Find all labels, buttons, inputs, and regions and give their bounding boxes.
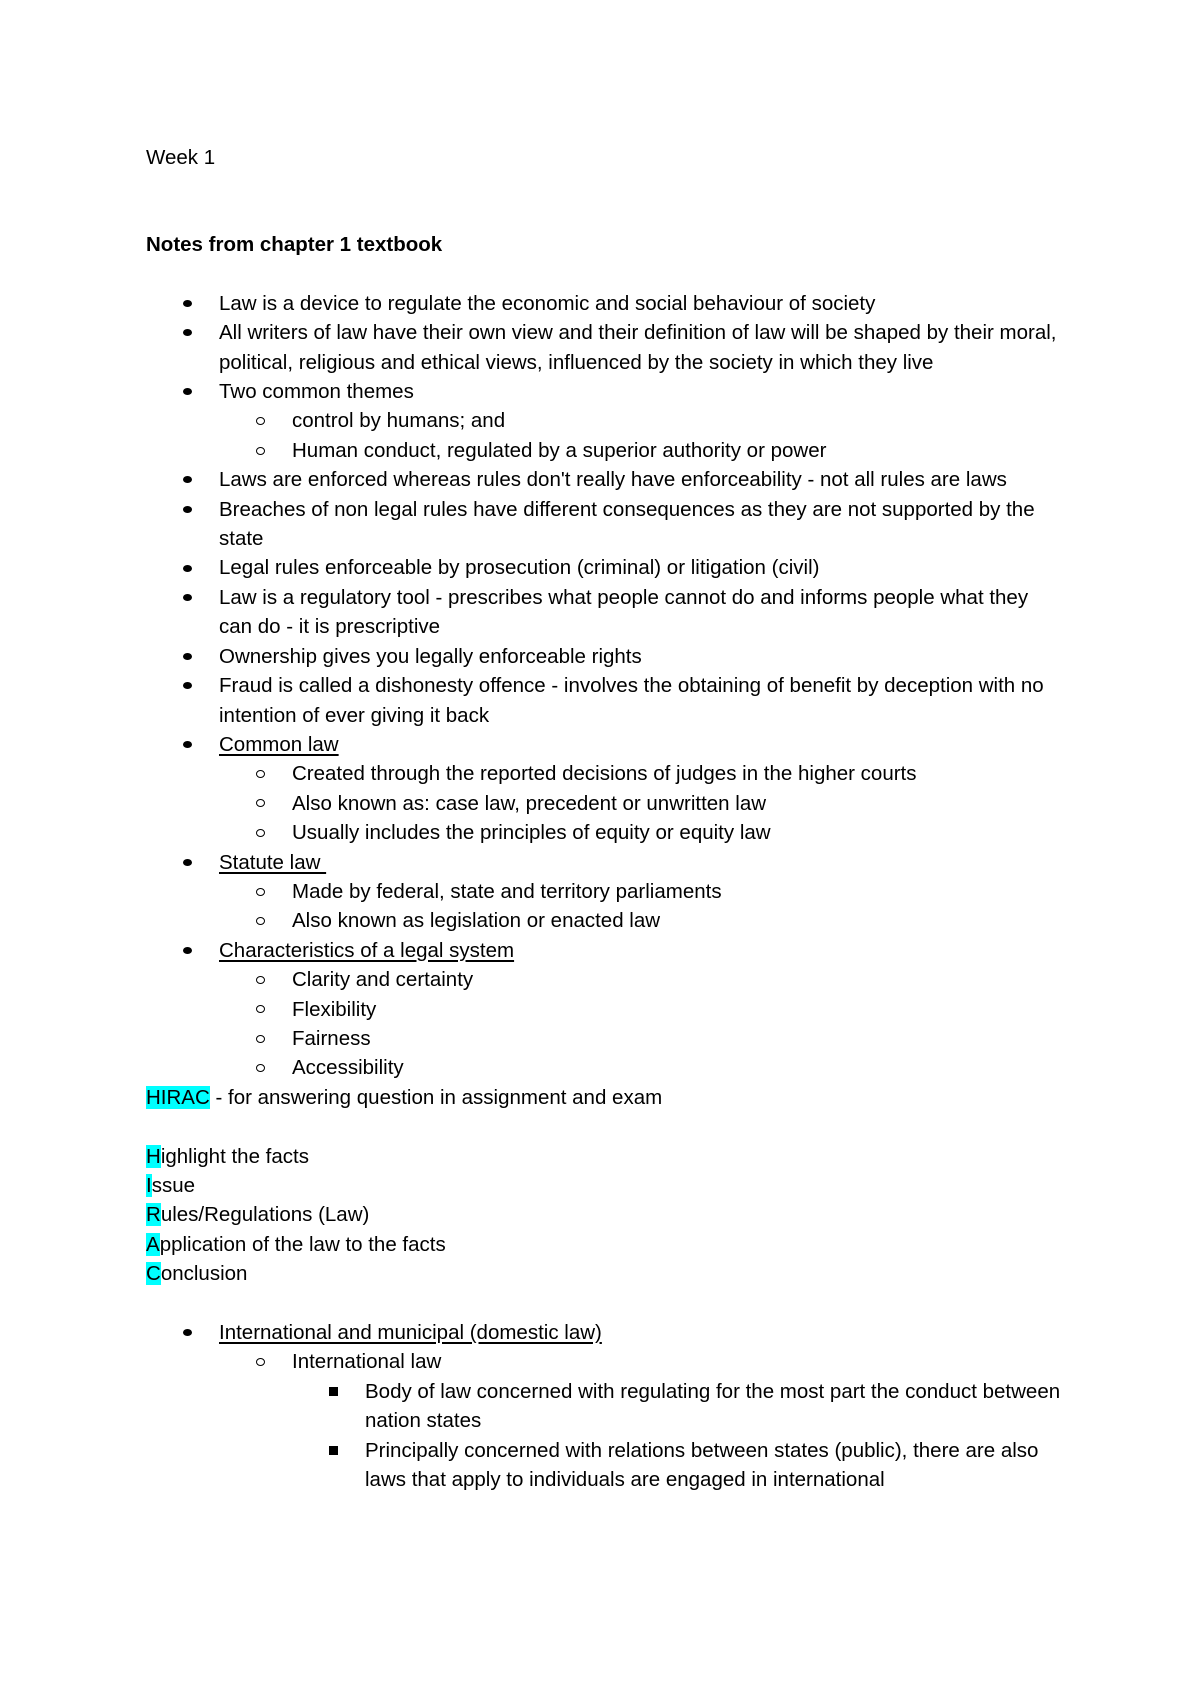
- international-detail-list: [292, 1377, 1066, 1495]
- sublist-item: Created through the reported decisions of judges in the higher courts: [219, 759, 1066, 788]
- bullet-circle-icon: [256, 976, 265, 984]
- week-label: Week 1: [146, 146, 216, 169]
- bullet-square-icon: [329, 1387, 338, 1396]
- sublist-item: International law Body of law concerned with regulating for the most part the conduct between nation states Principally concerned with relations between states (public), there are also laws that apply to individuals are engaged in international: [219, 1347, 1066, 1494]
- international-list: [146, 1318, 1066, 1494]
- bullet-circle-icon: [256, 447, 265, 455]
- hirac-highlight: HIRAC: [146, 1085, 210, 1109]
- characteristics-title: Characteristics of a legal system: [219, 938, 515, 962]
- bullet-dot-icon: [183, 329, 192, 336]
- detail-item: Body of law concerned with regulating for the most part the conduct between nation states: [292, 1377, 1066, 1436]
- bullet-circle-icon: [256, 770, 265, 778]
- bullet-dot-icon: [183, 476, 192, 483]
- hirac-intro: HIRAC - for answering question in assignment and exam: [146, 1085, 663, 1109]
- common-law-title: Common law: [219, 732, 339, 756]
- sublist-item: Accessibility: [219, 1053, 1066, 1082]
- list-item: Breaches of non legal rules have different consequences as they are not supported by the state: [146, 495, 1066, 554]
- characteristics-sublist: [219, 965, 1066, 1083]
- bullet-circle-icon: [256, 888, 265, 896]
- bullet-dot-icon: [183, 300, 192, 307]
- document-content: [146, 143, 1066, 1494]
- bullet-dot-icon: [183, 741, 192, 748]
- bullet-dot-icon: [183, 506, 192, 513]
- bullet-dot-icon: [183, 594, 192, 601]
- bullet-dot-icon: [183, 682, 192, 689]
- hirac-line: Issue: [146, 1173, 196, 1197]
- sublist-item: Also known as legislation or enacted law: [219, 906, 1066, 935]
- list-item-common-law: [146, 730, 1066, 848]
- notes-list: [146, 289, 1066, 1083]
- sublist-item: Flexibility: [219, 995, 1066, 1024]
- bullet-circle-icon: [256, 1035, 265, 1043]
- list-item: Laws are enforced whereas rules don't really have enforceability - not all rules are laws: [146, 465, 1066, 494]
- list-item: Legal rules enforceable by prosecution (criminal) or litigation (civil): [146, 553, 1066, 582]
- list-item-characteristics: [146, 936, 1066, 1083]
- list-item-statute-law: [146, 848, 1066, 936]
- sublist-item: Usually includes the principles of equity or equity law: [219, 818, 1066, 847]
- sublist-item: Fairness: [219, 1024, 1066, 1053]
- themes-sublist: [219, 406, 1066, 465]
- statute-law-title: Statute law: [219, 850, 327, 874]
- list-item-international: [146, 1318, 1066, 1494]
- bullet-circle-icon: [256, 1005, 265, 1013]
- international-sublist: [219, 1347, 1066, 1494]
- common-law-sublist: [219, 759, 1066, 847]
- international-title: International and municipal (domestic law): [219, 1321, 602, 1344]
- sublist-item: Human conduct, regulated by a superior authority or power: [219, 436, 1066, 465]
- sublist-item: Clarity and certainty: [219, 965, 1066, 994]
- bullet-circle-icon: [256, 799, 265, 807]
- list-item: Two common themes control by humans; and Human conduct, regulated by a superior authority or power: [146, 377, 1066, 465]
- bullet-circle-icon: [256, 1064, 265, 1072]
- detail-item: Principally concerned with relations between states (public), there are also laws that apply to individuals are engaged in international: [292, 1436, 1066, 1495]
- sublist-item: Also known as: case law, precedent or unwritten law: [219, 789, 1066, 818]
- bullet-circle-icon: [256, 917, 265, 925]
- hirac-line: Rules/Regulations (Law): [146, 1203, 370, 1227]
- hirac-line: Application of the law to the facts: [146, 1232, 446, 1256]
- bullet-dot-icon: [183, 653, 192, 660]
- list-item: Fraud is called a dishonesty offence - involves the obtaining of benefit by deception with no intention of ever giving it back: [146, 671, 1066, 730]
- statute-law-sublist: [219, 877, 1066, 936]
- bullet-circle-icon: [256, 417, 265, 425]
- list-item: All writers of law have their own view and their definition of law will be shaped by their moral, political, religious and ethical views, influenced by the society in which they live: [146, 318, 1066, 377]
- hirac-list: [146, 1142, 1066, 1289]
- list-item: Ownership gives you legally enforceable rights: [146, 642, 1066, 671]
- bullet-circle-icon: [256, 1358, 265, 1366]
- bullet-circle-icon: [256, 829, 265, 837]
- bullet-dot-icon: [183, 1329, 192, 1336]
- list-item: Law is a regulatory tool - prescribes what people cannot do and informs people what they can do - it is prescriptive: [146, 583, 1066, 642]
- bullet-dot-icon: [183, 388, 192, 395]
- sublist-item: control by humans; and: [219, 406, 1066, 435]
- bullet-dot-icon: [183, 565, 192, 572]
- hirac-line: Conclusion: [146, 1262, 248, 1286]
- bullet-square-icon: [329, 1446, 338, 1455]
- bullet-dot-icon: [183, 859, 192, 866]
- list-item: Law is a device to regulate the economic and social behaviour of society: [146, 289, 1066, 318]
- sublist-item: Made by federal, state and territory parliaments: [219, 877, 1066, 906]
- hirac-line: Highlight the facts: [146, 1144, 309, 1168]
- bullet-dot-icon: [183, 947, 192, 954]
- section-heading: Notes from chapter 1 textbook: [146, 233, 443, 257]
